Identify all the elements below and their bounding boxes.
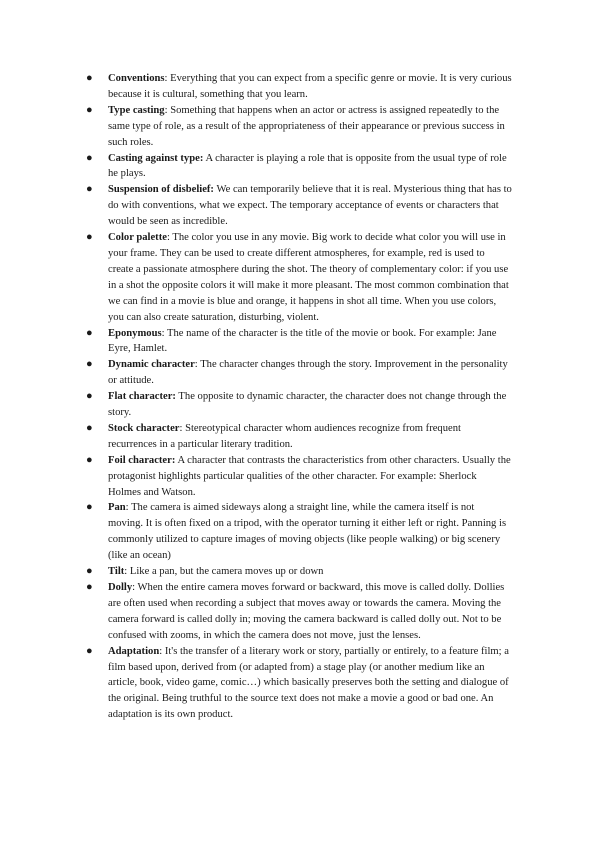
term-separator: : <box>164 73 171 84</box>
bullet-icon: ● <box>86 231 93 244</box>
glossary-definition: A character that contrasts the characteristics from other characters. Usually the protagonist highlights particular qualities of the other character. For example: Sherlock Holmes and Watson. <box>108 454 511 498</box>
bullet-icon: ● <box>86 421 93 434</box>
glossary-definition: It's the transfer of a literary work or story, partially or entirely, to a feature film; a film based upon, derived from (or adapted from) a stage play (or another medium like an article, book, video game, comic…) which basically preserves both the setting and dialogue of the original. Being truthful to the source text does not make a movie a good or bad one. An adaptation is its own product. <box>108 645 509 721</box>
bullet-icon: ● <box>86 390 93 403</box>
glossary-term: Dynamic character <box>108 359 195 371</box>
glossary-entry <box>86 644 512 724</box>
glossary-definition: When the entire camera moves forward or backward, this move is called dolly. Dollies are often used when recording a subject that moves away or towards the camera. Moving the camera forward is called dolly in; moving the camera backward is called dolly out. Not to be confused with zooms, in which the camera does not move, just the lenses. <box>108 582 505 641</box>
term-separator: : <box>194 359 201 371</box>
bullet-icon: ● <box>86 326 93 339</box>
glossary-term: Color palette <box>108 232 167 244</box>
glossary-entry <box>86 564 512 580</box>
glossary-term: Tilt <box>108 566 125 578</box>
glossary-entry <box>86 326 512 358</box>
glossary-term: Stock character <box>108 422 180 434</box>
glossary-definition: The camera is aimed sideways along a straight line, while the camera itself is not moving. It is often fixed on a tripod, with the operator turning it either left or right. Panning is commonly utilized to capture images of moving objects (like people walking) or big scenery (like an ocean) <box>108 502 507 562</box>
glossary-term: Eponymous <box>108 327 162 339</box>
glossary-entry <box>86 151 512 183</box>
glossary-entry <box>86 182 512 230</box>
glossary-entry <box>86 71 512 103</box>
bullet-icon: ● <box>86 72 93 84</box>
glossary-entry <box>86 453 512 501</box>
bullet-icon: ● <box>86 151 93 164</box>
glossary-definition: Everything that you can expect from a specific genre or movie. It is very curious because it is cultural, something that you learn. <box>108 73 512 100</box>
glossary-entry <box>86 580 512 644</box>
glossary-definition: The opposite to dynamic character, the character does not change through the story. <box>108 391 507 419</box>
glossary-entry <box>86 357 512 389</box>
glossary-list <box>86 71 512 723</box>
term-separator: : <box>166 232 173 244</box>
term-separator: : <box>125 502 132 514</box>
term-separator: : <box>159 645 165 657</box>
glossary-term: Type casting <box>108 104 165 116</box>
glossary-entry <box>86 230 512 325</box>
bullet-icon: ● <box>86 183 93 196</box>
bullet-icon: ● <box>86 103 93 116</box>
term-separator: : <box>179 422 186 434</box>
glossary-term: Conventions <box>108 73 165 84</box>
glossary-definition: A character is playing a role that is opposite from the usual type of role he plays. <box>108 152 507 180</box>
term-separator: : <box>124 566 130 578</box>
glossary-term: Pan <box>108 502 126 514</box>
glossary-definition: The color you use in any movie. Big work to decide what color you will use in your frame. They can be used to create different atmospheres, for example, red is used to create a passionate atmosphere during the shot. The theory of complementary color: if you use in a shot the opposite colors it will make it more pleasant. The most common combination that we can find in a movie is blue and orange, it happens in shot all time. When you use colors, you can also create saturation, disturbing, violent. <box>108 232 509 323</box>
glossary-entry <box>86 103 512 151</box>
glossary-definition: The name of the character is the title of the movie or book. For example: Jane Eyre, Hamlet. <box>108 327 497 355</box>
glossary-term: Suspension of disbelief: <box>108 184 214 196</box>
bullet-icon: ● <box>86 565 93 578</box>
glossary-definition: Like a pan, but the camera moves up or down <box>129 566 324 578</box>
glossary-term: Adaptation <box>108 645 160 657</box>
glossary-entry <box>86 500 512 564</box>
glossary-term: Foil character: <box>108 454 176 466</box>
glossary-term: Flat character: <box>108 391 176 403</box>
bullet-icon: ● <box>86 581 93 593</box>
glossary-entry <box>86 421 512 453</box>
glossary-definition: Stereotypical character whom audiences recognize from frequent recurrences in a particular literary tradition. <box>108 422 461 450</box>
bullet-icon: ● <box>86 644 93 657</box>
glossary-definition: The character changes through the story. Improvement in the personality or attitude. <box>108 359 508 387</box>
glossary-entry <box>86 389 512 421</box>
term-separator: : <box>132 582 138 593</box>
term-separator: : <box>161 327 167 339</box>
bullet-icon: ● <box>86 358 93 371</box>
bullet-icon: ● <box>86 501 93 514</box>
glossary-definition: Something that happens when an actor or actress is assigned repeatedly to the same type of role, as a result of the appropriateness of their appearance or previous success in such roles. <box>108 104 505 148</box>
term-separator: : <box>164 104 171 116</box>
bullet-icon: ● <box>86 453 93 466</box>
glossary-term: Casting against type: <box>108 152 204 164</box>
glossary-definition: We can temporarily believe that it is real. Mysterious thing that has to do with conventions, what we expect. The temporary acceptance of events or characters that would be seen as incredible. <box>108 184 512 228</box>
glossary-term: Dolly <box>108 582 133 593</box>
